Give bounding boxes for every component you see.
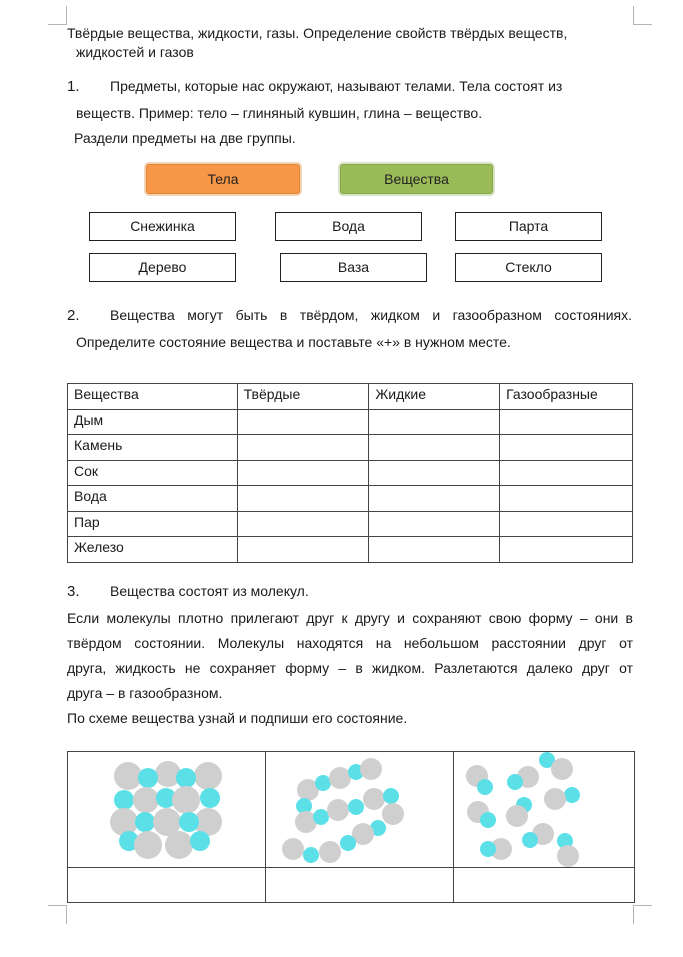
answer-cell[interactable]: [237, 435, 369, 461]
q3-paragraph-line1: Если молекулы плотно прилегают друг к другу и сохраняют свою форму – они в: [67, 610, 633, 626]
q2-number: 2.: [67, 307, 80, 324]
q3-paragraph-line2: твёрдом состоянии. Молекулы находятся на небольшом расстоянии друг от: [67, 635, 633, 651]
table-row: [68, 537, 633, 563]
q1-line1: Предметы, которые нас окружают, называют телами. Тела состоят из: [110, 78, 563, 94]
row-label: Камень: [68, 435, 238, 461]
table-row: [68, 409, 633, 435]
answer-cell[interactable]: [237, 511, 369, 537]
item-water[interactable]: Вода: [275, 212, 422, 241]
states-table: [67, 383, 633, 563]
answer-cell[interactable]: [237, 409, 369, 435]
q3-number: 3.: [67, 583, 80, 600]
corner-mark-top-right: [633, 6, 652, 25]
header-liquid: Жидкие: [369, 384, 500, 410]
row-label: Сок: [68, 460, 238, 486]
molecule-diagram-graphic: [68, 752, 634, 867]
group-bodies-label: Тела: [146, 164, 300, 194]
answer-cell[interactable]: [369, 511, 500, 537]
answer-cell-gas[interactable]: [454, 868, 634, 902]
answer-cell-solid[interactable]: [68, 868, 265, 902]
q3-paragraph-line3: друга, жидкость не сохраняет форму – в жидком. Разлетаются далеко друг от: [67, 660, 633, 676]
q2-line2: Определите состояние вещества и поставьте «+» в нужном месте.: [76, 334, 511, 350]
page-title-line1: Твёрдые вещества, жидкости, газы. Определение свойств твёрдых веществ,: [67, 25, 568, 41]
q1-line2: веществ. Пример: тело – глиняный кувшин, глина – вещество.: [76, 105, 483, 121]
table-row: [68, 486, 633, 512]
table-row: [68, 460, 633, 486]
q1-line3: Раздели предметы на две группы.: [74, 130, 296, 146]
q3-line1: Вещества состоят из молекул.: [110, 583, 309, 599]
answer-cell-liquid[interactable]: [266, 868, 453, 902]
header-substances: Вещества: [68, 384, 238, 410]
table-row: [68, 435, 633, 461]
corner-mark-bottom-right: [633, 905, 652, 924]
answer-cell[interactable]: [369, 537, 500, 563]
item-wood[interactable]: Дерево: [89, 253, 236, 282]
answer-cell[interactable]: [237, 486, 369, 512]
answer-cell[interactable]: [369, 460, 500, 486]
answer-cell[interactable]: [500, 486, 633, 512]
answer-cell[interactable]: [237, 460, 369, 486]
q2-line1: Вещества могут быть в твёрдом, жидком и газообразном состояниях.: [110, 307, 632, 323]
corner-mark-top-left: [48, 6, 67, 25]
answer-cell[interactable]: [500, 409, 633, 435]
item-snowflake[interactable]: Снежинка: [89, 212, 236, 241]
solid-molecules: [110, 761, 222, 859]
table-row: [68, 511, 633, 537]
answer-cell[interactable]: [369, 486, 500, 512]
answer-cell[interactable]: [500, 511, 633, 537]
q1-number: 1.: [67, 78, 80, 95]
answer-cell[interactable]: [500, 460, 633, 486]
table-header-row: [68, 384, 633, 410]
liquid-molecules: [282, 758, 404, 863]
header-gas: Газообразные: [500, 384, 633, 410]
row-label: Пар: [68, 511, 238, 537]
answer-cell[interactable]: [500, 537, 633, 563]
q3-paragraph-line4: друга – в газообразном.: [67, 685, 223, 701]
header-solid: Твёрдые: [237, 384, 369, 410]
answer-cell[interactable]: [369, 409, 500, 435]
group-substances-label: Вещества: [340, 164, 493, 194]
row-label: Вода: [68, 486, 238, 512]
q3-instruction: По схеме вещества узнай и подпиши его состояние.: [67, 710, 408, 726]
answer-cell[interactable]: [500, 435, 633, 461]
answer-cell[interactable]: [369, 435, 500, 461]
gas-molecules: [466, 752, 580, 867]
page-title-line2: жидкостей и газов: [76, 44, 194, 60]
corner-mark-bottom-left: [48, 905, 67, 924]
item-glass[interactable]: Стекло: [455, 253, 602, 282]
answer-cell[interactable]: [237, 537, 369, 563]
item-vase[interactable]: Ваза: [280, 253, 427, 282]
row-label: Дым: [68, 409, 238, 435]
item-desk[interactable]: Парта: [455, 212, 602, 241]
molecule-diagram-table: [67, 751, 635, 903]
row-label: Железо: [68, 537, 238, 563]
